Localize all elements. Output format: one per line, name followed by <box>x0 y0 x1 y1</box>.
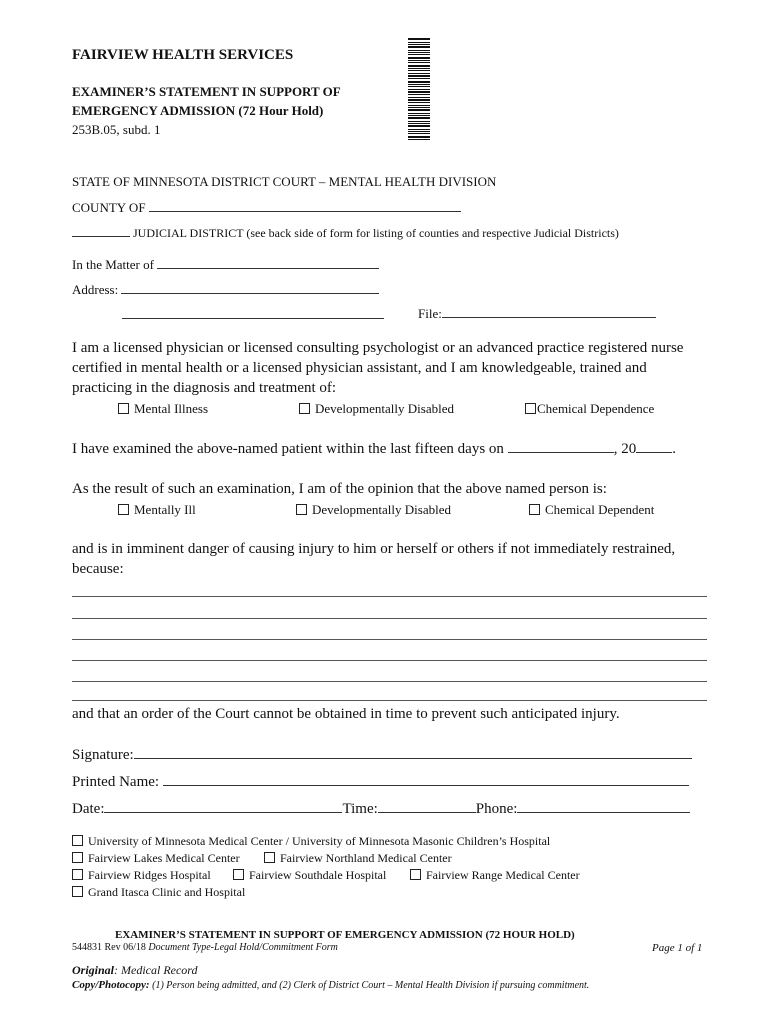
county-label: COUNTY OF <box>72 200 146 215</box>
barcode-bar <box>408 136 430 138</box>
barcode-bar <box>408 57 430 59</box>
exam-year-prefix: , 20 <box>613 441 637 457</box>
barcode-bar <box>408 68 430 69</box>
form-title-line2: EMERGENCY ADMISSION (72 Hour Hold) <box>72 103 324 118</box>
barcode-bar <box>408 125 430 127</box>
copy-row <box>72 979 589 991</box>
reason-line[interactable] <box>72 700 707 701</box>
hospital-ridges[interactable] <box>72 868 211 883</box>
barcode-bar <box>408 73 430 74</box>
hospital-northland[interactable] <box>264 851 452 866</box>
barcode-bar <box>408 65 430 67</box>
checkbox-icon[interactable] <box>410 869 421 880</box>
statement-line3: practicing in the diagnosis and treatment of: <box>72 380 337 396</box>
option-label: Chemical Dependence <box>537 401 655 416</box>
barcode-bar <box>408 121 430 122</box>
signature-field[interactable] <box>134 746 692 759</box>
barcode-bar <box>408 131 430 132</box>
option-label: Mental Illness <box>134 401 209 416</box>
barcode-bar <box>408 50 430 51</box>
original-row <box>72 963 198 978</box>
judicial-district-label: JUDICIAL DISTRICT (see back side of form for listing of counties and respective Judicial Districts) <box>133 226 619 240</box>
checkbox-icon[interactable] <box>296 504 307 515</box>
opinion-chemical-dependent[interactable] <box>529 502 654 518</box>
checkbox-icon[interactable] <box>299 403 310 414</box>
printed-name-field[interactable] <box>163 773 689 786</box>
barcode-bar <box>408 109 430 111</box>
copy-value: (1) Person being admitted, and (2) Clerk of District Court – Mental Health Division if pursuing commitment. <box>149 980 590 991</box>
barcode-bar <box>408 91 430 93</box>
signature-row <box>72 746 692 764</box>
checkbox-icon[interactable] <box>264 852 275 863</box>
hospital-label: Fairview Northland Medical Center <box>280 851 452 865</box>
date-time-phone-row <box>72 800 690 818</box>
option-label: Developmentally Disabled <box>312 502 451 517</box>
opinion-text: As the result of such an examination, I am of the opinion that the above named person is: <box>72 481 607 497</box>
barcode-bar <box>408 62 430 63</box>
judicial-row <box>72 224 619 241</box>
barcode-bar <box>408 60 430 61</box>
barcode-bar <box>408 105 430 106</box>
hospital-grand-itasca[interactable] <box>72 885 245 900</box>
barcode <box>408 38 430 125</box>
checkbox-icon[interactable] <box>72 869 83 880</box>
barcode-bar <box>408 117 430 119</box>
reason-line[interactable] <box>72 618 707 619</box>
address-row <box>72 281 379 298</box>
barcode-bar <box>408 107 430 108</box>
address-field-line1[interactable] <box>121 281 379 294</box>
signature-label: Signature: <box>72 747 134 763</box>
reason-line[interactable] <box>72 639 707 640</box>
statute-reference: 253B.05, subd. 1 <box>72 122 161 137</box>
danger-line2: because: <box>72 561 124 577</box>
option-chemical-dependence[interactable] <box>525 401 654 417</box>
barcode-bar <box>408 133 430 134</box>
barcode-bar <box>408 44 430 45</box>
exam-text: I have examined the above-named patient within the last fifteen days on <box>72 441 504 457</box>
exam-year-field[interactable] <box>636 440 672 453</box>
checkbox-icon[interactable] <box>72 852 83 863</box>
original-value: : Medical Record <box>114 963 198 977</box>
court-order-text: and that an order of the Court cannot be obtained in time to prevent such anticipated injury. <box>72 706 620 722</box>
option-label: Chemical Dependent <box>545 502 655 517</box>
barcode-bar <box>408 70 430 71</box>
hospital-label: Grand Itasca Clinic and Hospital <box>88 885 246 899</box>
matter-field[interactable] <box>157 256 379 269</box>
barcode-bar <box>408 86 430 87</box>
matter-row <box>72 256 379 273</box>
barcode-bar <box>408 139 430 140</box>
footer-form-row <box>72 942 338 953</box>
barcode-bar <box>408 75 430 77</box>
barcode-bar <box>408 129 430 130</box>
option-label: Mentally Ill <box>134 502 196 517</box>
exam-date-field[interactable] <box>508 440 614 453</box>
barcode-bar <box>408 81 430 83</box>
hospital-label: Fairview Ridges Hospital <box>88 868 211 882</box>
danger-line1: and is in imminent danger of causing injury to him or herself or others if not immediately restrained, <box>72 541 676 557</box>
exam-row <box>72 440 676 458</box>
option-label: Developmentally Disabled <box>315 401 454 416</box>
file-label: File: <box>418 306 442 321</box>
barcode-bar <box>408 115 430 116</box>
time-label: Time: <box>342 801 378 817</box>
hospital-umn[interactable] <box>72 834 550 849</box>
footer-title: EXAMINER’S STATEMENT IN SUPPORT OF EMERGENCY ADMISSION (72 HOUR HOLD) <box>115 929 575 941</box>
reason-line[interactable] <box>72 660 707 661</box>
court-division: STATE OF MINNESOTA DISTRICT COURT – MENTAL HEALTH DIVISION <box>72 174 497 189</box>
hospital-label: Fairview Southdale Hospital <box>249 868 387 882</box>
barcode-bar <box>408 78 430 79</box>
reason-line[interactable] <box>72 596 707 597</box>
printed-name-row <box>72 773 689 791</box>
checkbox-icon[interactable] <box>525 403 536 414</box>
barcode-bar <box>408 97 430 98</box>
phone-label: Phone: <box>475 801 518 817</box>
date-label: Date: <box>72 801 105 817</box>
barcode-bar <box>408 113 430 114</box>
hospital-label: Fairview Range Medical Center <box>426 868 580 882</box>
hospital-lakes[interactable] <box>72 851 240 866</box>
barcode-bar <box>408 52 430 53</box>
org-name: FAIRVIEW HEALTH SERVICES <box>72 47 294 63</box>
opinion-developmentally-disabled[interactable] <box>296 502 451 518</box>
form-title-line1: EXAMINER’S STATEMENT IN SUPPORT OF <box>72 84 341 99</box>
original-label: Original <box>72 963 115 977</box>
barcode-bar <box>408 123 430 124</box>
option-mental-illness[interactable] <box>118 401 208 417</box>
reason-line[interactable] <box>72 681 707 682</box>
barcode-bar <box>408 102 430 103</box>
time-field[interactable] <box>378 800 476 813</box>
address-field-line2[interactable] <box>122 306 384 319</box>
judicial-district-field[interactable] <box>72 224 130 237</box>
hospital-southdale[interactable] <box>233 868 386 883</box>
copy-label: Copy/Photocopy: <box>72 979 150 991</box>
county-field[interactable] <box>149 199 461 212</box>
date-field[interactable] <box>104 800 342 813</box>
county-row <box>72 199 461 216</box>
barcode-bar <box>408 94 430 95</box>
file-row <box>418 305 656 322</box>
barcode-bar <box>408 54 430 55</box>
barcode-bar <box>408 38 430 40</box>
opinion-mentally-ill[interactable] <box>118 502 196 518</box>
checkbox-icon[interactable] <box>233 869 244 880</box>
matter-label: In the Matter of <box>72 257 154 272</box>
doc-type: Document Type-Legal Hold/Commitment Form <box>148 942 338 953</box>
statement-line1: I am a licensed physician or licensed consulting psychologist or an advanced practice registered nurse <box>72 340 684 356</box>
phone-field[interactable] <box>517 800 690 813</box>
hospital-label: Fairview Lakes Medical Center <box>88 851 240 865</box>
checkbox-icon[interactable] <box>72 835 83 846</box>
barcode-bar <box>408 89 430 90</box>
barcode-bar <box>408 84 430 85</box>
hospital-range[interactable] <box>410 868 580 883</box>
exam-end: . <box>672 441 676 457</box>
hospital-label: University of Minnesota Medical Center / University of Minnesota Masonic Children’s Hospital <box>88 834 551 848</box>
file-field[interactable] <box>442 305 656 318</box>
barcode-bar <box>408 46 430 48</box>
form-number: 544831 Rev 06/18 <box>72 942 146 953</box>
address-label: Address: <box>72 282 119 297</box>
statement-line2: certified in mental health or a licensed physician assistant, and I am knowledgeable, trained and <box>72 360 647 376</box>
checkbox-icon[interactable] <box>72 886 83 897</box>
barcode-bar <box>408 99 430 101</box>
page-number: Page 1 of 1 <box>652 942 703 954</box>
checkbox-icon[interactable] <box>118 504 129 515</box>
option-developmentally-disabled[interactable] <box>299 401 454 417</box>
barcode-bar <box>408 42 430 43</box>
printed-name-label: Printed Name: <box>72 774 160 790</box>
checkbox-icon[interactable] <box>529 504 540 515</box>
checkbox-icon[interactable] <box>118 403 129 414</box>
